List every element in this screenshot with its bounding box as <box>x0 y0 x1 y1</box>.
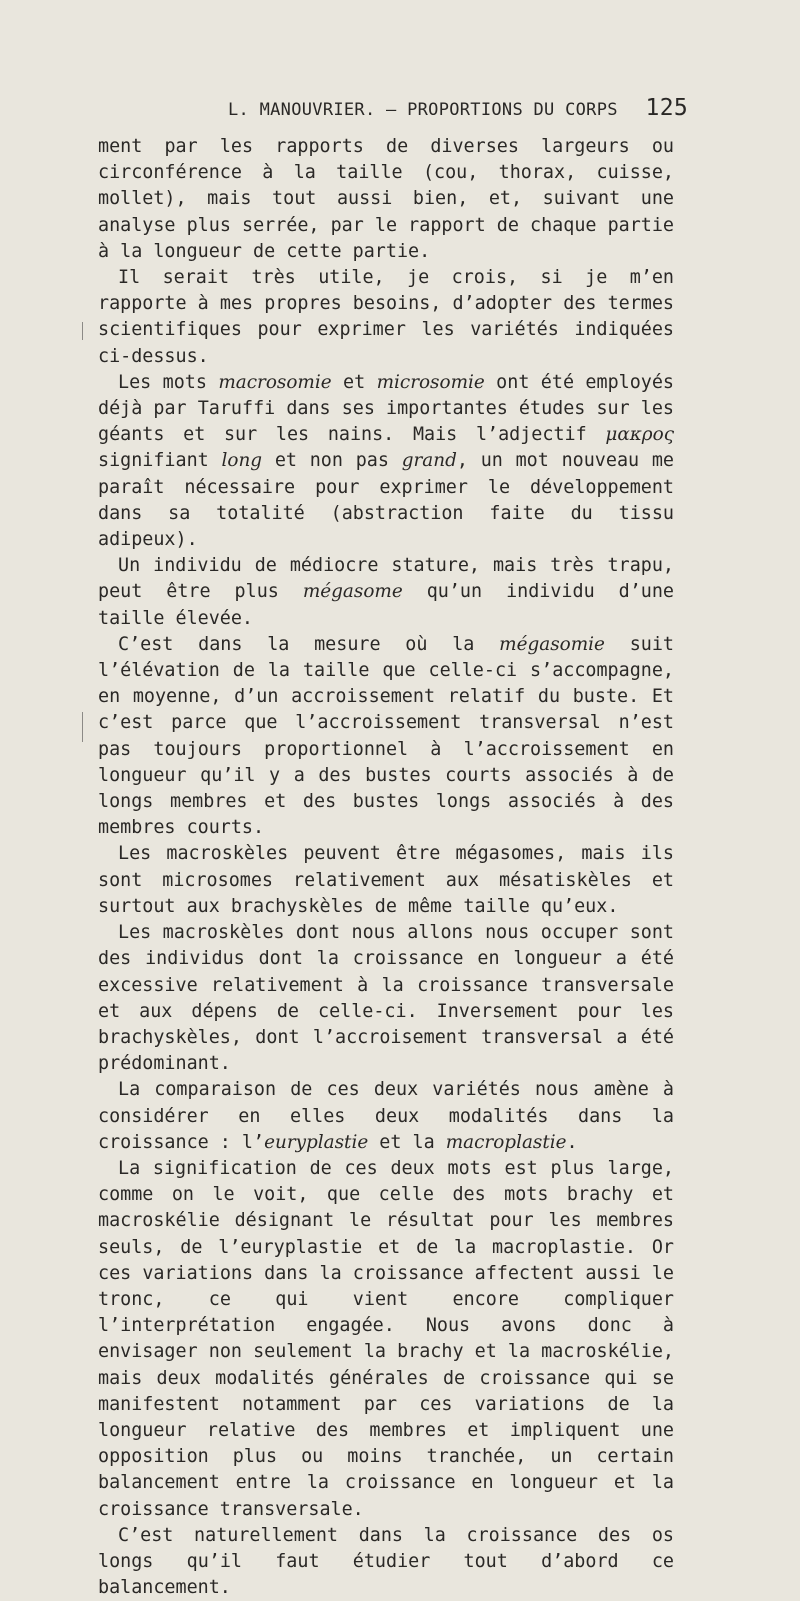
p3-text-g: signifiant <box>98 450 222 472</box>
term-megasome: mégasome <box>302 581 403 603</box>
paragraph-5 <box>98 632 674 842</box>
term-microsomie: microsomie <box>376 371 485 393</box>
p3-text-e: ont été employés déjà par Taruffi dans ses importantes études sur les géants et sur les nains. Mais l’adjectif <box>98 371 675 446</box>
p8-text-a: La comparaison de ces deux variétés nous amène à considérer en elles deux modalités dans la croissance : l’ <box>98 1079 674 1153</box>
p5-text-c: suit l’élévation de la taille que celle-ci s’accompagne, en moyenne, d’un accroissement relatif du buste. Et c’est parce que l’accroissement transversal n’est pas toujours proportionnel à l’accroissement en longueur qu’il y a des bustes courts associés à de longs membres et des bustes longs associés à des membres courts. <box>98 633 674 839</box>
page-number: 125 <box>645 95 688 121</box>
paragraph-3 <box>98 370 674 553</box>
margin-rule-bottom <box>82 712 83 742</box>
term-long: long <box>221 450 263 472</box>
term-macrosomie: macrosomie <box>218 371 332 393</box>
term-macroplastie: macroplastie <box>445 1131 567 1153</box>
paragraph-9: La signification de ces deux mots est plus large, comme on le voit, que celle des mots brachy et macroskélie désignant le résultat pour les membres seuls, de l’euryplastie et de la macroplastie. Or ces variations dans la croissance affectent aussi le tronc, ce qui vient encore compliquer l’interprétation engagée. Nous avons donc à envisager non seulement la brachy et la macroskélie, mais deux modalités générales de croissance qui se manifestent notamment par ces variations de la longueur relative des membres et impliquent une opposition plus ou moins tranchée, un certain balancement entre la croissance en longueur et la croissance transversale. <box>98 1157 674 1520</box>
term-euryplastie: euryplastie <box>264 1131 369 1153</box>
p4-text-c: qu’un individu d’une taille élevée. <box>98 581 674 629</box>
paragraph-2: Il serait très utile, je crois, si je m’en rapporte à mes propres besoins, d’adopter des termes scientifiques pour exprimer les variétés indiquées ci-dessus. <box>98 267 674 367</box>
body-text <box>98 134 674 1601</box>
p3-text-a: Les mots <box>118 371 219 393</box>
p4-text-a: Un individu de médiocre stature, mais très trapu, peut être plus <box>98 555 674 603</box>
paragraph-6: Les macroskèles peuvent être mégasomes, mais ils sont microsomes relativement aux mésatiskèles et surtout aux brachyskèles de même taille qu’eux. <box>98 843 674 917</box>
p3-text-c: et <box>331 371 377 393</box>
greek-word: μακρος <box>605 424 674 446</box>
p8-text-e: . <box>566 1131 578 1153</box>
p8-text-c: et la <box>368 1131 446 1153</box>
p3-text-k: , un mot nouveau me paraît nécessaire pour exprimer le développement dans sa totalité (abstraction faite du tissu adipeux). <box>98 450 674 551</box>
term-megasomie: mégasomie <box>499 633 605 655</box>
p5-text-a: C’est dans la mesure où la <box>118 633 500 655</box>
paragraph-7: Les macroskèles dont nous allons nous occuper sont des individus dont la croissance en longueur a été excessive relativement à la croissance transversale et aux dépens de celle-ci. Inversement pour les brachyskèles, dont l’accroisement transversal a été prédominant. <box>98 922 674 1075</box>
running-title: L. MANOUVRIER. — PROPORTIONS DU CORPS <box>228 100 618 120</box>
p3-text-i: et non pas <box>262 450 402 472</box>
paragraph-10: C’est naturellement dans la croissance des os longs qu’il faut étudier tout d’abord ce balancement. <box>98 1524 674 1599</box>
margin-rule-top <box>82 322 83 340</box>
paragraph-4 <box>98 553 674 632</box>
term-grand: grand <box>401 450 457 472</box>
paragraph-8 <box>98 1077 674 1156</box>
paragraph-1: ment par les rapports de diverses largeurs ou circonférence à la taille (cou, thorax, cuisse, mollet), mais tout aussi bien, et, suivant une analyse plus serrée, par le rapport de chaque partie à la longueur de cette partie. <box>98 136 674 262</box>
